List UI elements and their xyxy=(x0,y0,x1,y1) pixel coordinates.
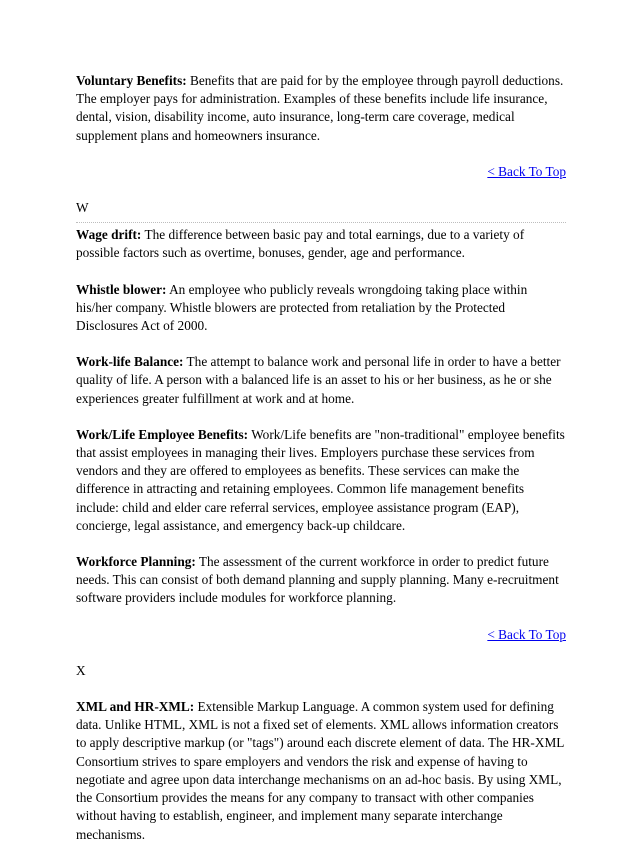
glossary-entry-work-life-balance xyxy=(76,353,566,408)
section-divider xyxy=(76,222,566,223)
entry-definition: The difference between basic pay and total earnings, due to a variety of possible factors such as overtime, bonuses, gender, age and performance. xyxy=(76,227,525,261)
entry-definition: Work/Life benefits are "non-traditional" employee benefits that assist employees in managing their lives. Employers purchase these services from vendors and they are offered to employees as benefits. These services can make the difference in attracting and retaining employees. Common life management benefits include: child and elder care referral services, employee assistance program (EAP), concierge, legal assistance, and emergency back-up childcare. xyxy=(76,426,565,533)
entry-definition: An employee who publicly reveals wrongdoing taking place within his/her company. Whistle blowers are protected from retaliation by the Protected Disclosures Act of 2000. xyxy=(76,281,528,334)
glossary-entry-wage-drift xyxy=(76,226,566,262)
glossary-entry-work-life-employee-benefits xyxy=(76,426,566,535)
back-to-top-row-2 xyxy=(76,626,566,644)
entry-term: Work/Life Employee Benefits: xyxy=(76,426,249,442)
glossary-entry-xml-hr-xml xyxy=(76,698,566,844)
entry-term: XML and HR-XML: xyxy=(76,699,195,715)
entry-term: Wage drift: xyxy=(76,227,142,243)
entry-term: Whistle blower: xyxy=(76,281,167,297)
entry-term: Work-life Balance: xyxy=(76,354,184,370)
glossary-entry-workforce-planning xyxy=(76,553,566,608)
back-to-top-row-1 xyxy=(76,163,566,181)
glossary-page xyxy=(76,72,566,862)
entry-definition: Extensible Markup Language. A common system used for defining data. Unlike HTML, XML is not a fixed set of elements. XML allows information creators to apply descriptive markup (or "tags") around each discrete element of data. The HR-XML Consortium strives to spare employers and vendors the risk and expense of having to negotiate and agree upon data interchange mechanisms on an ad-hoc basis. By using XML, the Consortium provides the means for any company to transact with other companies without having to establish, engineer, and implement many separate interchange mechanisms. xyxy=(76,699,564,842)
section-letter-x: X xyxy=(76,662,86,678)
back-to-top-link[interactable]: < Back To Top xyxy=(487,163,566,179)
glossary-entry-whistle-blower xyxy=(76,281,566,336)
entry-definition: The attempt to balance work and personal life in order to have a better quality of life. A person with a balanced life is an asset to his or her business, as he or she experiences greater fulfillment at work and at home. xyxy=(76,354,561,406)
entry-term: Workforce Planning: xyxy=(76,554,196,570)
entry-definition: Benefits that are paid for by the employee through payroll deductions. The employer pays for administration. Examples of these benefits include life insurance, dental, vision, disability income, auto insurance, long-term care coverage, medical supplement plans and homeowners insurance. xyxy=(76,73,564,143)
entry-term: Voluntary Benefits: xyxy=(76,73,187,88)
entry-definition: The assessment of the current workforce in order to predict future needs. This can consist of both demand planning and supply planning. Many e-recruitment software providers include modules for workforce planning. xyxy=(76,554,559,606)
back-to-top-link[interactable]: < Back To Top xyxy=(487,626,566,642)
glossary-entry-voluntary-benefits xyxy=(76,72,566,145)
section-letter-w: W xyxy=(76,200,89,216)
